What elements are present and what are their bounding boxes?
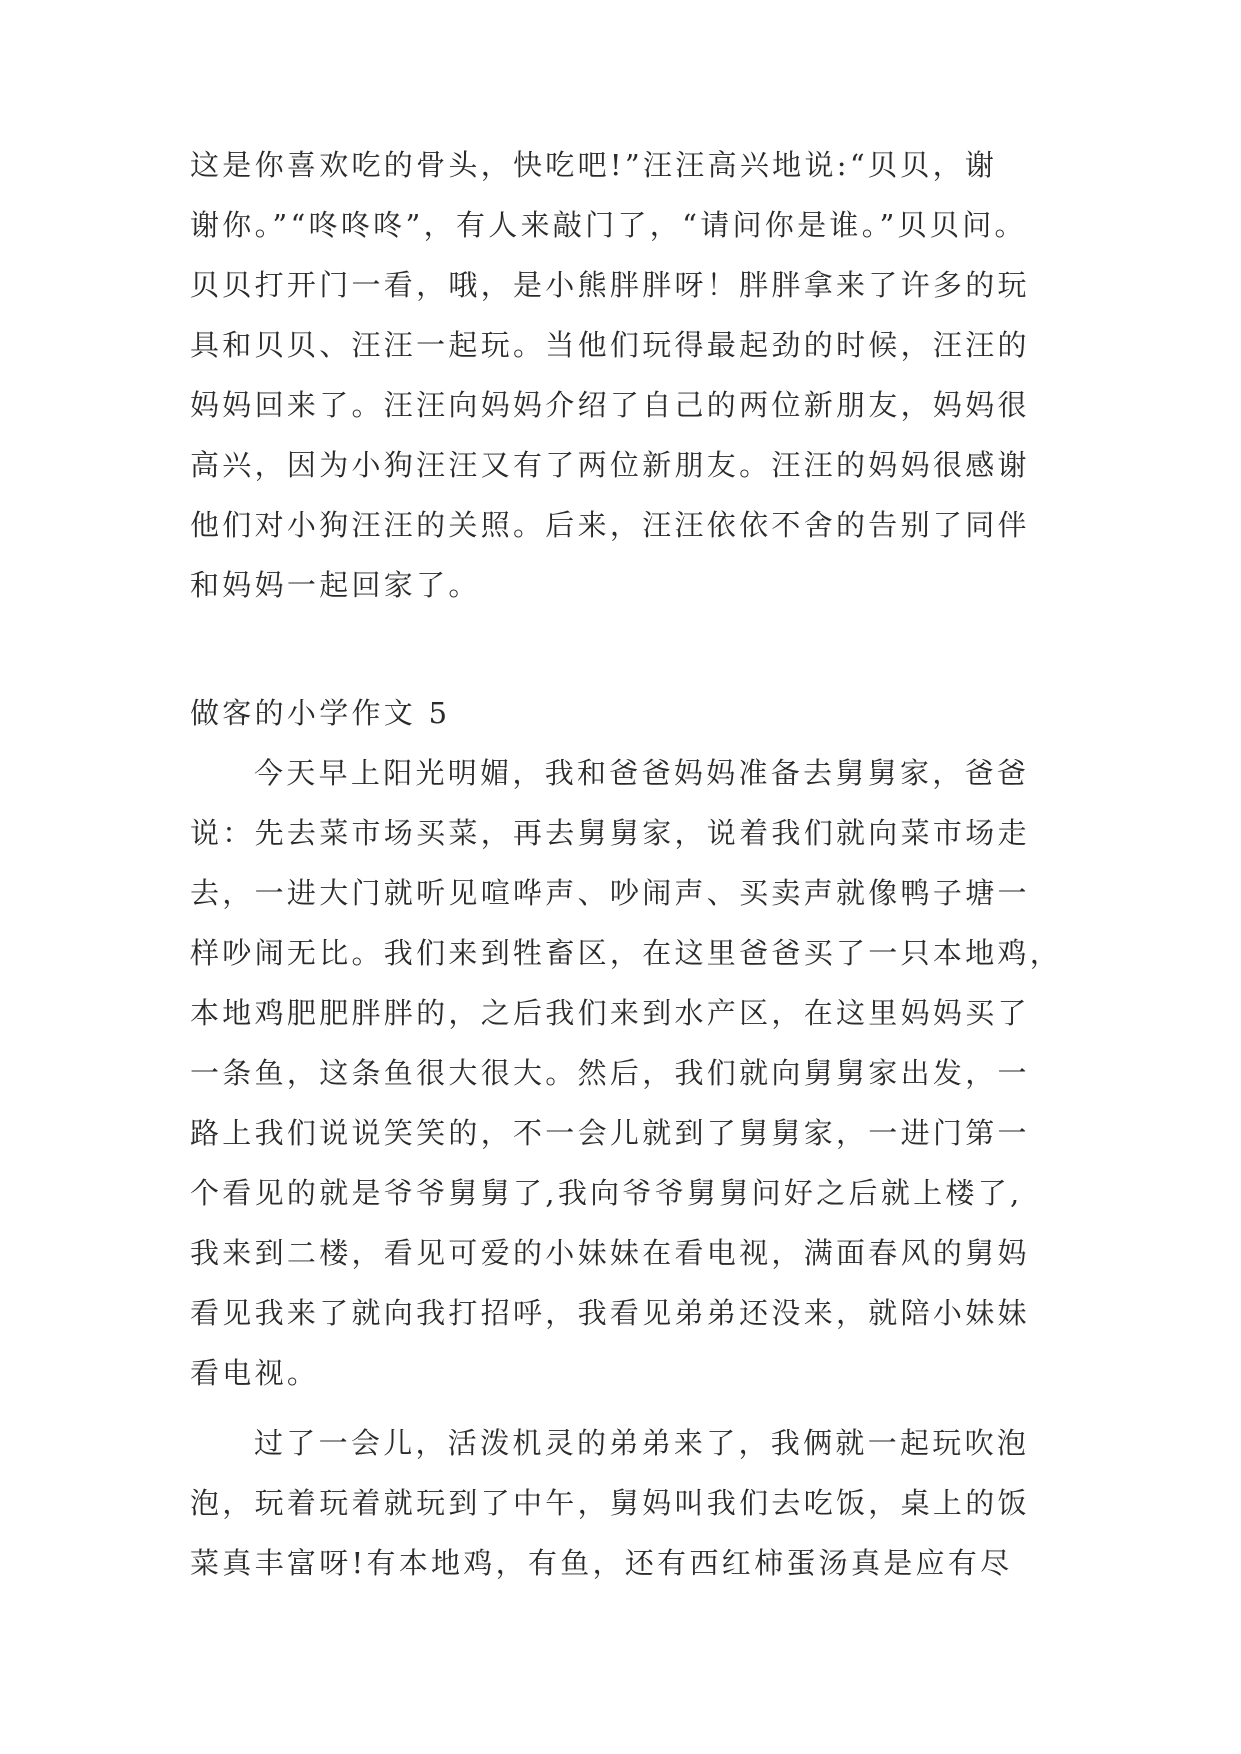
text-line: 菜真丰富呀!有本地鸡，有鱼，还有西红柿蛋汤真是应有尽 [190,1546,1013,1580]
text-line: 我来到二楼，看见可爱的小妹妹在看电视，满面春风的舅妈 [190,1236,1030,1270]
text-line: 看见我来了就向我打招呼，我看见弟弟还没来，就陪小妹妹 [190,1296,1030,1330]
paragraph-1 [190,743,1070,1403]
text-line: 泡，玩着玩着就玩到了中午，舅妈叫我们去吃饭，桌上的饭 [190,1486,1030,1520]
text-line: 路上我们说说笑笑的，不一会儿就到了舅舅家，一进门第一 [190,1116,1030,1150]
text-line: 这是你喜欢吃的骨头，快吃吧!”汪汪高兴地说:“贝贝，谢 [190,148,998,182]
text-line: 本地鸡肥肥胖胖的，之后我们来到水产区，在这里妈妈买了 [190,996,1030,1030]
text-line: 具和贝贝、汪汪一起玩。当他们玩得最起劲的时候，汪汪的 [190,328,1030,362]
text-line: 妈妈回来了。汪汪向妈妈介绍了自己的两位新朋友，妈妈很 [190,388,1030,422]
text-line: 和妈妈一起回家了。 [190,568,481,602]
text-line: 今天早上阳光明媚，我和爸爸妈妈准备去舅舅家，爸爸 [254,756,1030,790]
text-line: 贝贝打开门一看，哦，是小熊胖胖呀！胖胖拿来了许多的玩 [190,268,1030,302]
text-line: 个看见的就是爷爷舅舅了,我向爷爷舅舅问好之后就上楼了, [190,1176,1023,1210]
section-title: 做客的小学作文 5 [190,696,451,730]
section-title-block [190,683,1070,743]
intro-paragraph [190,135,1070,615]
text-line: 高兴，因为小狗汪汪又有了两位新朋友。汪汪的妈妈很感谢 [190,448,1030,482]
text-line: 谢你。”“咚咚咚”，有人来敲门了，“请问你是谁。”贝贝问。 [190,208,1027,242]
text-line: 样吵闹无比。我们来到牲畜区，在这里爸爸买了一只本地鸡， [190,936,1063,970]
text-line: 他们对小狗汪汪的关照。后来，汪汪依依不舍的告别了同伴 [190,508,1030,542]
text-line: 看电视。 [190,1356,320,1390]
paragraph-2 [190,1413,1070,1593]
text-line: 去，一进大门就听见喧哗声、吵闹声、买卖声就像鸭子塘一 [190,876,1030,910]
text-line: 说：先去菜市场买菜，再去舅舅家，说着我们就向菜市场走 [190,816,1030,850]
text-line: 一条鱼，这条鱼很大很大。然后，我们就向舅舅家出发，一 [190,1056,1030,1090]
text-line: 过了一会儿，活泼机灵的弟弟来了，我俩就一起玩吹泡 [254,1426,1030,1460]
